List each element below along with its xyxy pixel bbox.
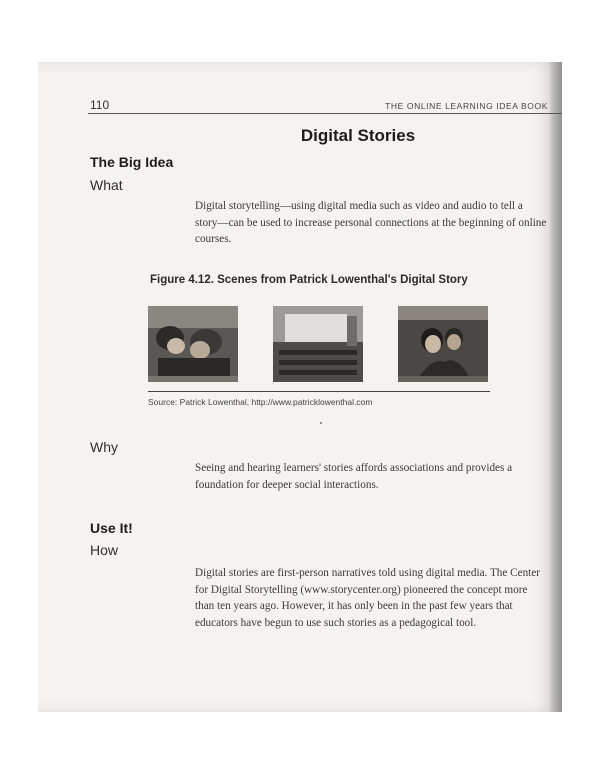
photo-scene-2 — [273, 306, 363, 382]
page-title: Digital Stories — [300, 126, 416, 145]
photo-scene-3 — [398, 306, 488, 382]
subheading-why: Why — [90, 439, 118, 455]
figure-photos — [148, 306, 488, 382]
figure-source: Source: Patrick Lowenthal, http://www.patricklowenthal.com — [148, 397, 373, 407]
running-head: THE ONLINE LEARNING IDEA BOOK — [385, 101, 548, 111]
what-paragraph: Digital storytelling—using digital media such as video and audio to tell a story—can be used to increase personal connections at the beginning of online courses. — [195, 200, 547, 246]
how-paragraph: Digital stories are first-person narratives told using digital media. The Center for Digital Storytelling (www.storycenter.org) pioneered the concept more than ten years ago. However, it has only been in the past few years that educators have begun to use such stories as a pedagogical tool. — [195, 567, 540, 629]
scan-speck — [320, 422, 322, 424]
figure-source-rule — [148, 391, 490, 392]
section-heading-big-idea: The Big Idea — [90, 154, 174, 170]
subheading-what: What — [90, 177, 123, 193]
section-heading-use-it: Use It! — [90, 520, 133, 536]
subheading-how: How — [90, 542, 119, 558]
scan-margin-bottom — [0, 712, 600, 776]
scan-margin-top — [0, 0, 600, 62]
book-page — [38, 62, 562, 712]
page-number: 110 — [90, 98, 110, 112]
why-paragraph: Seeing and hearing learners' stories affords associations and provides a foundation for deeper social interactions. — [195, 462, 513, 491]
photo-scene-1 — [148, 306, 238, 382]
header-rule — [88, 113, 562, 114]
page-gutter-shadow — [550, 62, 562, 712]
figure-caption: Figure 4.12. Scenes from Patrick Lowenthal's Digital Story — [150, 274, 468, 286]
